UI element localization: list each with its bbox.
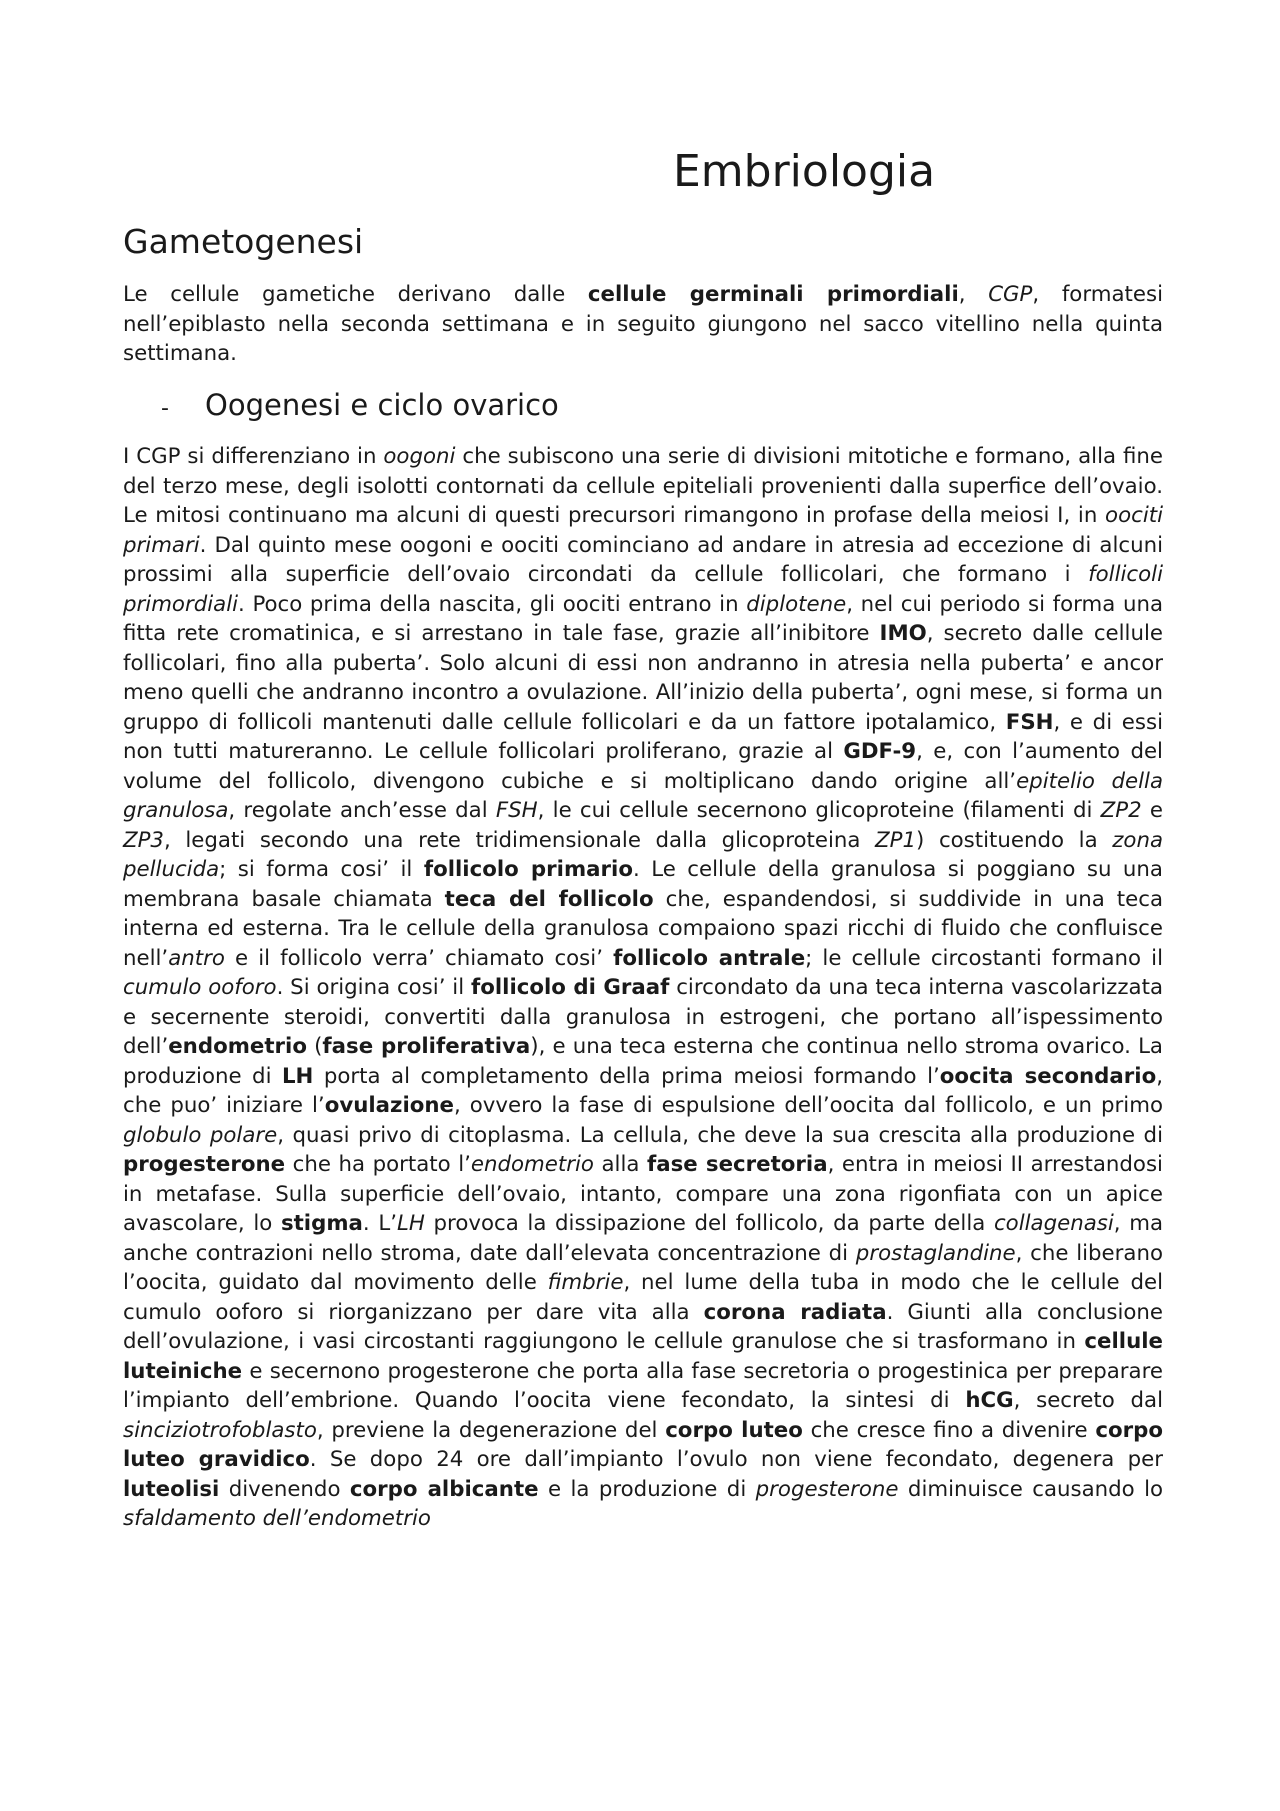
italic-term: diplotene bbox=[746, 591, 847, 617]
subsection-heading bbox=[161, 388, 559, 422]
text-run: , quasi privo di citoplasma. La cellula, che deve la sua crescita alla produzione di bbox=[277, 1122, 1163, 1148]
bold-term: follicolo antrale bbox=[613, 945, 806, 971]
text-run: . Poco prima della nascita, gli oociti entrano in bbox=[238, 591, 747, 617]
italic-term: LH bbox=[396, 1211, 425, 1236]
bold-term: progesterone bbox=[123, 1152, 286, 1177]
bold-term: FSH bbox=[1005, 709, 1054, 735]
text-run: divenendo bbox=[219, 1476, 350, 1502]
text-run: e il follicolo verra’ chiamato cosi’ bbox=[224, 945, 614, 971]
text-run: , che liberano l’oocita, guidato dal movimento delle bbox=[123, 1240, 1163, 1295]
text-run: ; le cellule circostanti formano il bbox=[805, 945, 1164, 971]
text-run: che cresce fino a divenire bbox=[802, 1417, 1096, 1443]
bold-term: fase secretoria bbox=[646, 1152, 828, 1177]
text-run: . Se dopo 24 ore dall’impianto l’ovulo non viene fecondato, degenera per bbox=[309, 1447, 1163, 1472]
italic-term: CGP bbox=[988, 282, 1033, 307]
italic-term: fimbrie bbox=[547, 1270, 624, 1295]
text-run: . Le cellule della granulosa si poggiano su una membrana basale chiamata bbox=[123, 857, 1163, 912]
italic-term: antro bbox=[168, 945, 225, 971]
bold-term: stigma bbox=[280, 1211, 363, 1236]
italic-term: oogoni bbox=[383, 444, 456, 469]
bold-term: LH bbox=[281, 1063, 314, 1089]
bold-term: cellule luteiniche bbox=[123, 1329, 1163, 1384]
bold-term: oocita secondario bbox=[939, 1063, 1157, 1089]
text-run: . Giunti alla conclusione dell’ovulazione, i vasi circostanti raggiungono le cellule granulose che si trasformano in bbox=[123, 1299, 1164, 1354]
text-run: , ma anche contrazioni nello stroma, date dall’elevata concentrazione di bbox=[123, 1211, 1163, 1266]
italic-term: endometrio bbox=[470, 1152, 594, 1177]
bold-term: hCG bbox=[965, 1388, 1014, 1413]
text-run: , formatesi nell’epiblasto nella seconda settimana e in seguito giungono nel sacco vitellino nella quinta settimana. bbox=[123, 282, 1163, 366]
bullet-dash: - bbox=[161, 396, 169, 421]
bold-term: endometrio bbox=[168, 1034, 307, 1059]
italic-term: sfaldamento dell’endometrio bbox=[123, 1506, 431, 1531]
italic-term: ZP3 bbox=[123, 827, 164, 853]
text-run: . Dal quinto mese oogoni e oociti cominciano ad andare in atresia ad eccezione di alcuni prossimi alla superficie dell’ovaio circondati da cellule follicolari, che formano i bbox=[123, 532, 1163, 587]
intro-paragraph bbox=[123, 280, 1163, 369]
bold-term: corpo luteo gravidico bbox=[123, 1417, 1163, 1472]
text-run: , bbox=[958, 282, 989, 307]
text-run: alla bbox=[593, 1152, 647, 1177]
text-run: , secreto dalle cellule follicolari, fino alla puberta’. Solo alcuni di essi non andranno in atresia nella puberta’ e ancor meno quelli che andranno incontro a ovulazione. All’inizio della puberta’, ogni mese, si forma un gruppo di follicoli mantenuti dalle cellule follicolari e da un fattore ipotalamico, bbox=[123, 621, 1163, 735]
text-run: , legati secondo una rete tridimensionale dalla glicoproteina bbox=[163, 827, 876, 853]
text-run: ), e una teca esterna che continua nello stroma ovarico. La produzione di bbox=[123, 1034, 1163, 1089]
text-run: , nel lume della tuba in modo che le cellule del cumulo ooforo si riorganizzano per dare vita alla bbox=[123, 1270, 1163, 1325]
subsection-title: Oogenesi e ciclo ovarico bbox=[205, 388, 559, 422]
italic-term: cumulo ooforo bbox=[123, 975, 277, 1000]
text-run: provoca la dissipazione del follicolo, da parte della bbox=[424, 1211, 994, 1236]
bold-term: corpo luteo bbox=[665, 1417, 803, 1443]
bold-term: fase proliferativa bbox=[322, 1034, 531, 1059]
text-run: che ha portato l’ bbox=[285, 1152, 471, 1177]
bold-term: corona radiata bbox=[703, 1299, 887, 1325]
body-paragraph bbox=[123, 442, 1163, 1534]
text-run: Le cellule gametiche derivano dalle bbox=[123, 282, 588, 307]
text-run: . Si origina cosi’ il bbox=[276, 975, 471, 1000]
text-run: porta al completamento della prima meiosi formando l’ bbox=[313, 1063, 940, 1089]
italic-term: ZP2 bbox=[1100, 798, 1142, 823]
text-run: ; si forma cosi’ il bbox=[219, 857, 424, 882]
bold-term: IMO bbox=[879, 621, 927, 646]
text-run: , secreto dal bbox=[1013, 1388, 1164, 1413]
text-run: ) costituendo la bbox=[916, 827, 1113, 853]
bold-term: corpo albicante bbox=[349, 1476, 539, 1502]
text-run: , nel cui periodo si forma una fitta rete cromatinica, e si arrestano in tale fase, grazie all’inibitore bbox=[123, 591, 1163, 646]
document-title: Embriologia bbox=[673, 146, 936, 197]
text-run: circondato da una teca interna vascolarizzata e secernente steroidi, convertiti dalla granulosa in estrogeni, che portano all’ispessimento dell’ bbox=[123, 975, 1163, 1059]
italic-term: collagenasi bbox=[993, 1211, 1114, 1236]
italic-term: FSH bbox=[495, 798, 538, 823]
italic-term: epitelio della granulosa bbox=[123, 768, 1163, 823]
text-run: e bbox=[1141, 798, 1163, 823]
italic-term: follicoli primordiali bbox=[123, 562, 1163, 617]
text-run: che, espandendosi, si suddivide in una teca interna ed esterna. Tra le cellule della granulosa compaiono spazi ricchi di fluido che confluisce nell’ bbox=[123, 886, 1164, 971]
text-run: , ovvero la fase di espulsione dell’oocita dal follicolo, e un primo bbox=[453, 1093, 1163, 1118]
italic-term: prostaglandine bbox=[855, 1240, 1016, 1266]
text-run: che subiscono una serie di divisioni mitotiche e formano, alla fine del terzo mese, degli isolotti contornati da cellule epiteliali provenienti dalla superfice dell’ovaio. Le mitosi continuano ma alcuni di questi precursori rimangono in profase della meiosi I, in bbox=[123, 444, 1163, 528]
italic-term: sinciziotrofoblasto bbox=[123, 1417, 317, 1443]
text-run: ( bbox=[306, 1034, 323, 1059]
text-run: diminuisce causando lo bbox=[898, 1476, 1164, 1502]
text-run: , le cui cellule secernono glicoproteine (filamenti di bbox=[537, 798, 1101, 823]
italic-term: ZP1 bbox=[875, 827, 917, 853]
text-run: e la produzione di bbox=[538, 1476, 756, 1502]
bold-term: ovulazione bbox=[324, 1093, 454, 1118]
text-run: I CGP si differenziano in bbox=[123, 444, 384, 469]
section-heading: Gametogenesi bbox=[123, 222, 364, 261]
bold-term: follicolo primario bbox=[423, 857, 633, 882]
italic-term: globulo polare bbox=[123, 1122, 278, 1148]
italic-term: zona pellucida bbox=[123, 827, 1163, 882]
bold-term: follicolo di Graaf bbox=[470, 975, 670, 1000]
text-run: , che puo’ iniziare l’ bbox=[123, 1063, 1163, 1118]
bold-term: teca del follicolo bbox=[444, 886, 654, 912]
text-run: , previene la degenerazione del bbox=[316, 1417, 666, 1443]
text-run: , e di essi non tutti matureranno. Le cellule follicolari proliferano, grazie al bbox=[123, 709, 1163, 764]
text-run: e secernono progesterone che porta alla fase secretoria o progestinica per preparare l’impianto dell’embrione. Quando l’oocita viene fecondato, la sintesi di bbox=[123, 1358, 1163, 1413]
bold-term: cellule germinali primordiali bbox=[587, 282, 959, 307]
text-run: , entra in meiosi II arrestandosi in metafase. Sulla superficie dell’ovaio, intanto, compare una zona rigonfiata con un apice avascolare, lo bbox=[123, 1152, 1163, 1236]
text-run: , e, con l’aumento del volume del follicolo, divengono cubiche e si moltiplicano dando origine all’ bbox=[123, 739, 1163, 794]
bold-term: luteolisi bbox=[123, 1476, 220, 1502]
bold-term: GDF-9 bbox=[843, 739, 917, 764]
text-run: . L’ bbox=[362, 1211, 397, 1236]
italic-term: progesterone bbox=[755, 1476, 899, 1502]
italic-term: oociti primari bbox=[123, 503, 1163, 558]
text-run: , regolate anch’esse dal bbox=[228, 798, 496, 823]
